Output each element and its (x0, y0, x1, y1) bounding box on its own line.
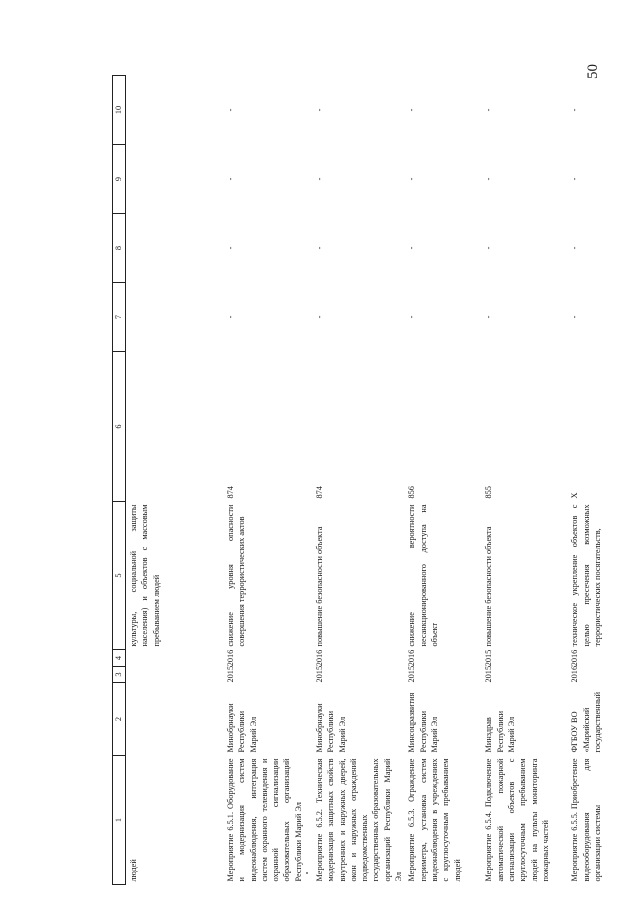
rotated-table-frame (112, 76, 622, 885)
table-row (126, 76, 224, 885)
cell-end-year (126, 650, 224, 667)
cell-code: Х (570, 492, 580, 499)
cell-value-7: - (226, 315, 235, 319)
cell-executor (126, 683, 224, 756)
cell-measure: Мероприятие 6.5.2. Техническая модернизация защитных свойств внутренних и наружных дверей, окон и наружных ограждений подведомственных государственных образовательных организаций Республики Марий Эл (315, 758, 404, 882)
cell-value-8: - (570, 246, 580, 250)
cell-measure: Мероприятие 6.5.1. Оборудование и модернизация систем видеонаблюдения, интеграция систем охранного телевидения и охранной сигнализации образовательных организаций Республики Марий Эл (226, 758, 303, 882)
col-header-8: 8 (113, 214, 126, 283)
table-row (481, 76, 567, 885)
cell-end-year: 2015 (484, 649, 494, 667)
page-number: 50 (585, 64, 601, 79)
cell-value-8: - (315, 246, 324, 250)
cell-value-9 (126, 145, 224, 214)
col-header-1: 1 (113, 756, 126, 885)
header-row (113, 76, 126, 885)
cell-executor: Минздрав Республики Марий Эл (484, 710, 516, 753)
col-header-5: 5 (113, 502, 126, 650)
cell-code: 855 (484, 486, 494, 499)
cell-end-year: 2016 (570, 649, 580, 667)
cell-value-7: - (484, 315, 494, 319)
cell-executor: ФГБОУ ВО «Марийский государственный (570, 691, 602, 753)
cell-executor: Минсоцразвития Республики Марий Эл (407, 692, 439, 753)
table-row (223, 76, 312, 885)
col-header-7: 7 (113, 283, 126, 352)
cell-value-8: - (484, 246, 494, 250)
cell-end-year: 2016 (407, 649, 417, 667)
scan-speck (306, 872, 308, 874)
cell-value-7: - (570, 315, 580, 319)
cell-result: повышение безопасности объекта (484, 526, 494, 647)
cell-value-8 (126, 214, 224, 283)
cell-start-year: 2016 (570, 665, 580, 683)
cell-measure: Мероприятие 6.5.5. Приобретение видеооборудования для организации системы (570, 758, 602, 882)
cell-result: снижение уровня опасности совершения террористических актов (226, 504, 247, 647)
cell-value-8: - (226, 246, 235, 250)
cell-end-year: 2016 (315, 649, 324, 667)
cell-value-10: - (226, 108, 235, 112)
cell-value-8: - (407, 246, 417, 250)
cell-code (126, 352, 224, 502)
cell-result: повышение безопасности объекта (315, 526, 324, 647)
cell-result: снижение вероятности несанкционированного доступа на объект (407, 504, 439, 647)
cell-start-year: 2015 (226, 665, 235, 683)
cell-executor: Минобрнауки Республики Марий Эл (315, 703, 347, 753)
cell-code: 874 (226, 486, 235, 499)
cell-value-10: - (484, 108, 494, 112)
col-header-6: 6 (113, 352, 126, 502)
cell-result: техническое укрепление объектов с целью пресечения возможных террористических посягательств, (570, 504, 602, 647)
table-row (312, 76, 404, 885)
cell-value-9: - (570, 177, 580, 181)
cell-result: культуры, социальной защиты населения) и объектов с массовым пребыванием людей (129, 504, 161, 647)
cell-start-year (126, 667, 224, 683)
cell-start-year: 2015 (407, 665, 417, 683)
table-row (567, 76, 629, 885)
table-row (404, 76, 481, 885)
col-header-9: 9 (113, 145, 126, 214)
cell-value-9: - (407, 177, 417, 181)
cell-value-10: - (570, 108, 580, 112)
cell-measure: Мероприятие 6.5.3. Ограждение периметра, установка систем видеонаблюдения в учреждениях с круглосуточным пребыванием людей (407, 758, 462, 882)
cell-value-7: - (315, 315, 324, 319)
col-header-2: 2 (113, 683, 126, 756)
cell-start-year: 2015 (315, 665, 324, 683)
cell-value-9: - (226, 177, 235, 181)
col-header-10: 10 (113, 76, 126, 145)
cell-value-7: - (407, 315, 417, 319)
cell-code: 856 (407, 486, 417, 499)
col-header-4: 4 (113, 650, 126, 667)
cell-value-10: - (407, 108, 417, 112)
cell-value-10: - (315, 108, 324, 112)
cell-start-year: 2015 (484, 665, 494, 683)
cell-value-9: - (484, 177, 494, 181)
cell-code: 874 (315, 486, 324, 499)
cell-value-7 (126, 283, 224, 352)
cell-measure: Мероприятие 6.5.4. Подключение автоматической пожарной сигнализации объектов с круглосуточным пребыванием людей на пульты мониторинга пожарных частей (484, 758, 550, 882)
measures-table (112, 75, 629, 885)
cell-value-10 (126, 76, 224, 145)
cell-measure: людей (129, 859, 138, 882)
cell-value-9: - (315, 177, 324, 181)
cell-end-year: 2016 (226, 649, 235, 667)
col-header-3: 3 (113, 667, 126, 683)
cell-executor: Минобрнауки Республики Марий Эл (226, 703, 258, 753)
